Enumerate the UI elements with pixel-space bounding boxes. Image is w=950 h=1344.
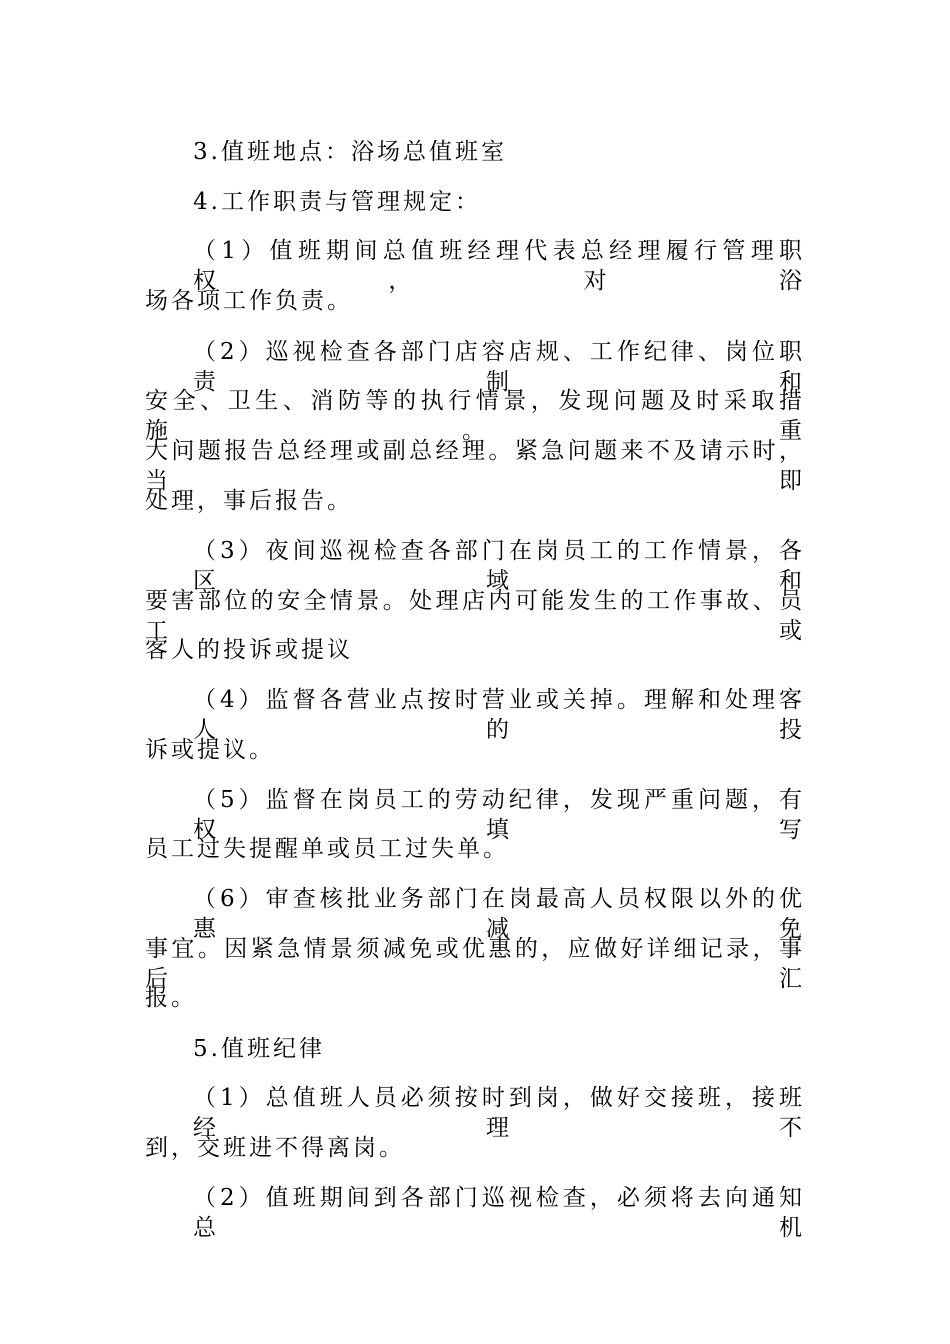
paragraph-line: 处理，事后报告。 bbox=[145, 488, 353, 514]
paragraph-line: 场各项工作负责。 bbox=[145, 288, 353, 314]
paragraph-line: 要害部位的安全情景。处理店内可能发生的工作事故、员工或 bbox=[145, 588, 805, 644]
section-heading-duties: 4.工作职责与管理规定： bbox=[193, 189, 481, 215]
paragraph-line: （1）值班期间总值班经理代表总经理履行管理职权，对浴 bbox=[193, 238, 805, 294]
paragraph-line: 事宜。因紧急情景须减免或优惠的，应做好详细记录，事后汇 bbox=[145, 936, 805, 992]
paragraph-line: 大问题报告总经理或副总经理。紧急问题来不及请示时，当即 bbox=[145, 438, 805, 494]
paragraph-line: （3）夜间巡视检查各部门在岗员工的工作情景，各区域和 bbox=[193, 538, 805, 594]
paragraph-line: （6）审查核批业务部门在岗最高人员权限以外的优惠减免 bbox=[193, 886, 805, 942]
paragraph-line: 客人的投诉或提议 bbox=[145, 637, 353, 663]
paragraph-line: 员工过失提醒单或员工过失单。 bbox=[145, 836, 509, 862]
paragraph-line: 到，交班进不得离岗。 bbox=[145, 1135, 405, 1161]
paragraph-line: （1）总值班人员必须按时到岗，做好交接班，接班经理不 bbox=[193, 1085, 805, 1141]
paragraph-line: 报。 bbox=[145, 985, 197, 1011]
paragraph-line: （5）监督在岗员工的劳动纪律，发现严重问题，有权填写 bbox=[193, 787, 805, 843]
section-heading-duty-location: 3.值班地点：浴场总值班室 bbox=[193, 139, 507, 165]
paragraph-line: （2）巡视检查各部门店容店规、工作纪律、岗位职责制和 bbox=[193, 339, 805, 395]
section-heading-duty-discipline: 5.值班纪律 bbox=[193, 1036, 325, 1062]
paragraph-line: （2）值班期间到各部门巡视检查，必须将去向通知总机 bbox=[193, 1185, 805, 1241]
paragraph-line: （4）监督各营业点按时营业或关掉。理解和处理客人的投 bbox=[193, 687, 805, 743]
paragraph-line: 安全、卫生、消防等的执行情景，发现问题及时采取措施。重 bbox=[145, 388, 805, 444]
paragraph-line: 诉或提议。 bbox=[145, 737, 275, 763]
